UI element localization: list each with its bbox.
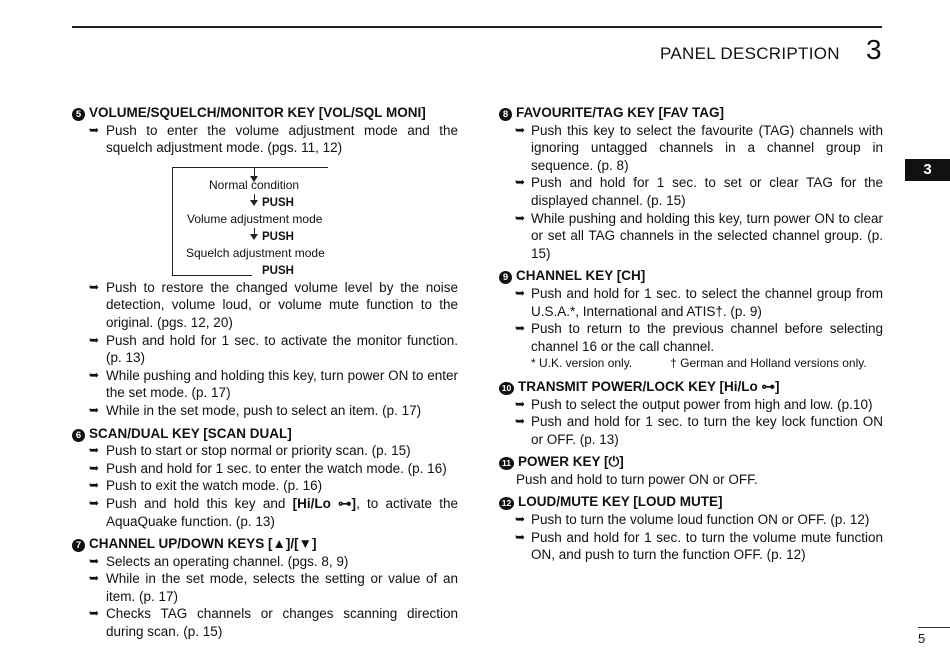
flow-volume-mode: Volume adjustment mode <box>187 211 323 226</box>
bullet-item: ➥ Checks TAG channels or changes scanning direction during scan. (p. 15) <box>72 605 458 640</box>
page-header-title: PANEL DESCRIPTION <box>660 44 840 63</box>
flow-arrow <box>250 200 258 206</box>
bullet-item: ➥ Push to select the output power from high and low. (p.10) <box>499 396 883 414</box>
bullet-item: ➥ Push to enter the volume adjustment mode and the squelch adjustment mode. (pgs. 11, 12) <box>72 122 458 157</box>
section-number: 5 <box>72 108 85 121</box>
flow-return-line <box>172 167 173 275</box>
flow-push-label: PUSH <box>262 230 294 243</box>
top-rule <box>72 26 882 28</box>
section-number: 8 <box>499 108 512 121</box>
section-number: 12 <box>499 497 514 510</box>
bullet-item: ➥ Push to restore the changed volume level by the noise detection, volume loud, or volume mute function to the original. (pgs. 12, 20) <box>72 279 458 332</box>
bullet-item: ➥ Push to turn the volume loud function ON or OFF. (p. 12) <box>499 511 883 529</box>
bullet-item: ➥ Push to start or stop normal or priority scan. (p. 15) <box>72 442 458 460</box>
flow-arrow <box>250 234 258 240</box>
flow-push-label: PUSH <box>262 196 294 209</box>
bullet-item: ➥ Push and hold for 1 sec. to turn the volume mute function ON, and push to turn the function OFF. (p. 12) <box>499 529 883 564</box>
section-title: CHANNEL UP/DOWN KEYS [▲]/[▼] <box>89 536 317 552</box>
section-heading <box>499 378 883 396</box>
flow-bottom-line <box>172 275 252 276</box>
section-heading <box>499 267 883 285</box>
chapter-number: 3 <box>866 34 882 65</box>
section-heading <box>72 104 458 122</box>
section-heading <box>499 453 883 471</box>
flow-normal-condition: Normal condition <box>209 177 300 192</box>
section-title: FAVOURITE/TAG KEY [FAV TAG] <box>516 105 725 120</box>
page-number: 5 <box>918 631 926 646</box>
section-heading <box>499 493 883 511</box>
chapter-tab: 3 <box>905 159 950 181</box>
bullet-item <box>72 495 458 530</box>
section-heading <box>72 425 458 443</box>
section-number: 10 <box>499 382 514 395</box>
bullet-item: ➥ Push to exit the watch mode. (p. 16) <box>72 477 458 495</box>
bullet-item: ➥ While in the set mode, selects the setting or value of an item. (p. 17) <box>72 570 458 605</box>
bullet-item: ➥ Push and hold for 1 sec. to activate the monitor function. (p. 13) <box>72 332 458 367</box>
flow-top-line <box>172 167 328 168</box>
section-title: CHANNEL KEY [CH] <box>516 268 646 284</box>
flow-squelch-mode: Squelch adjustment mode <box>186 245 325 260</box>
bullet-text: , to activate the AquaQuake function. (p. 13) <box>106 495 458 529</box>
left-column <box>72 104 458 641</box>
bullet-item: ➥ While pushing and holding this key, turn power ON to clear or set all TAG channels in the selected channel group. (p. 15) <box>499 210 883 263</box>
page-number-rule <box>918 627 950 628</box>
note-german-holland: † German and Holland versions only. <box>670 356 867 371</box>
bullet-text: Push and hold this key and <box>106 495 293 511</box>
section-heading <box>72 535 458 553</box>
bullet-item: ➥ Selects an operating channel. (pgs. 8, 9) <box>72 553 458 571</box>
bullet-item: ➥ While in the set mode, push to select an item. (p. 17) <box>72 402 458 420</box>
plain-text: Push and hold to turn power ON or OFF. <box>516 471 758 487</box>
mode-flow-diagram <box>72 163 458 275</box>
section-title: VOLUME/SQUELCH/MONITOR KEY [VOL/SQL MONI] <box>89 105 426 120</box>
bullet-item: ➥ Push to return to the previous channel before selecting channel 16 or the call channel. <box>499 320 883 355</box>
section-number: 11 <box>499 457 514 470</box>
section-heading <box>499 104 883 122</box>
bullet-item: ➥ Push and hold for 1 sec. to set or clear TAG for the displayed channel. (p. 15) <box>499 174 883 209</box>
section-number: 6 <box>72 429 85 442</box>
section-title: SCAN/DUAL KEY [SCAN DUAL] <box>89 425 292 441</box>
note-uk: * U.K. version only. <box>531 356 633 371</box>
bullet-item: ➥ Push this key to select the favourite (TAG) channels with ignoring untagged channels in a channel group in sequence. (p. 8) <box>499 122 883 175</box>
right-column <box>499 104 883 564</box>
section-title: LOUD/MUTE KEY [LOUD MUTE] <box>518 494 723 510</box>
version-notes <box>499 355 883 373</box>
section-number: 9 <box>499 271 512 284</box>
lock-key-label: [Hi/Lo ⊶] <box>292 495 357 511</box>
section-number: 7 <box>72 539 85 552</box>
bullet-item: ➥ Push and hold for 1 sec. to enter the watch mode. (p. 16) <box>72 460 458 478</box>
bullet-item: ➥ Push and hold for 1 sec. to select the channel group from U.S.A.*, International and ATIS†. (p. 9) <box>499 285 883 320</box>
section-title: TRANSMIT POWER/LOCK KEY [Hi/Lo ⊶] <box>518 378 780 394</box>
bullet-item: ➥ Push and hold for 1 sec. to turn the key lock function ON or OFF. (p. 13) <box>499 413 883 448</box>
section-title: POWER KEY [⏻] <box>518 454 624 470</box>
bullet-item: ➥ While pushing and holding this key, turn power ON to enter the set mode. (p. 17) <box>72 367 458 402</box>
flow-push-label: PUSH <box>262 264 294 277</box>
